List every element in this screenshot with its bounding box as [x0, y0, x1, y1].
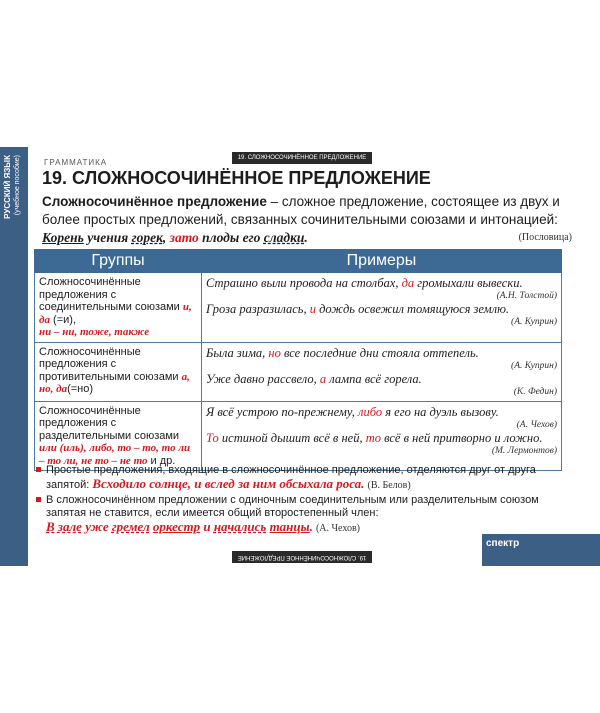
- ex-conj: да: [401, 276, 415, 290]
- ex-author: (А. Куприн): [511, 317, 557, 327]
- definition-example: [42, 230, 308, 245]
- example-cell: [202, 342, 562, 401]
- note-item: [34, 464, 564, 492]
- note-source: (А. Чехов): [315, 523, 360, 534]
- ex-author: (А.Н. Толстой): [496, 291, 557, 301]
- ex-part: лампа всё горела.: [326, 371, 422, 386]
- rules-notes: [34, 464, 564, 537]
- ex-part: дождь освежил томящуюся землю.: [315, 302, 510, 316]
- note-ex-part: начались: [213, 519, 267, 534]
- note-ex-part: и: [200, 519, 214, 534]
- group-cell: [35, 342, 202, 401]
- group-cell: [35, 273, 202, 343]
- header-groups: Группы: [35, 250, 202, 273]
- subject-label: ГРАММАТИКА: [44, 158, 108, 167]
- table-header-row: [35, 250, 562, 273]
- table-row: [35, 342, 562, 401]
- def-ex-predicate: горек: [131, 230, 163, 245]
- ex-part: Была зима,: [206, 345, 269, 360]
- definition-source: (Пословица): [518, 232, 572, 243]
- ex-conj: То: [206, 430, 219, 445]
- note-text: Простые предложения, входящие в сложносочинённое предложение, отделяются друг от друга запятой:: [46, 464, 536, 491]
- ex-conj: и: [309, 302, 316, 316]
- example-line: [206, 302, 557, 317]
- group-conj-note: (=и),: [49, 313, 76, 326]
- ex-conj: но: [268, 345, 281, 360]
- example-line: [206, 276, 557, 291]
- note-ex-part: гремел: [111, 519, 150, 534]
- note-item: [34, 494, 564, 535]
- def-ex-comma: ,: [162, 230, 170, 245]
- sidebar-note-wrap: [14, 155, 36, 355]
- note-ex-part: .: [309, 519, 313, 534]
- definition-block: [42, 193, 572, 247]
- definition-term: Сложносочинённое предложение: [42, 194, 267, 209]
- ex-part: Страшно выли провода на столбах,: [206, 276, 402, 290]
- table-row: [35, 273, 562, 343]
- group-text: Сложносочинённые предложения с соединительными союзами: [39, 276, 183, 313]
- publisher-logo: спектр: [486, 538, 520, 549]
- bottom-label-bar: 19. СЛОЖНОСОЧИНЁННОЕ ПРЕДЛОЖЕНИЕ: [232, 551, 372, 563]
- ex-part: я его на дуэль вызову.: [382, 404, 499, 419]
- ex-conj: то: [365, 430, 381, 445]
- note-ex-part: уже: [81, 519, 112, 534]
- bullet-square-icon: [36, 467, 41, 472]
- group-conj2: ни – ни, тоже, также: [39, 326, 150, 338]
- ex-part: истиной дышит всё в ней,: [218, 430, 366, 445]
- poster: [0, 147, 600, 566]
- note-source: (В. Белов): [367, 480, 411, 491]
- group-conj: и, да: [39, 301, 192, 326]
- example-line: [206, 372, 557, 387]
- example-line: [206, 346, 557, 361]
- sidebar: [0, 147, 28, 566]
- ex-author: (К. Федин): [513, 386, 557, 397]
- group-conj-note: и др.: [147, 454, 176, 467]
- ex-conj: либо: [358, 404, 383, 419]
- sidebar-note: (учебное пособие): [14, 155, 21, 216]
- sidebar-subject: РУССКИЙ ЯЗЫК: [3, 155, 12, 219]
- ex-part: Гроза разразилась,: [206, 302, 310, 316]
- table-row: [35, 401, 562, 471]
- def-ex-conjunction: зато: [169, 230, 199, 245]
- ex-part: всё в ней притворно и ложно.: [380, 430, 543, 445]
- ex-part: громыхали вывески.: [414, 276, 523, 290]
- note-example: Всходило солнце, и вслед за ним обсыхала роса.: [92, 476, 365, 491]
- top-label-bar: 19. СЛОЖНОСОЧИНЁННОЕ ПРЕДЛОЖЕНИЕ: [232, 152, 372, 164]
- group-text: Сложносочинённые предложения с разделительными союзами: [39, 404, 180, 442]
- group-conj: а, но, да: [39, 370, 190, 395]
- example-cell: [202, 273, 562, 343]
- ex-part: Уже давно рассвело,: [206, 371, 320, 386]
- ex-author: (М. Лермонтов): [491, 445, 557, 456]
- note-example: [46, 519, 313, 534]
- ex-author: (А. Куприн): [511, 360, 557, 371]
- def-ex-part: учения: [83, 230, 132, 245]
- group-cell: [35, 401, 202, 471]
- ex-author: (А. Чехов): [516, 419, 557, 430]
- example-cell: [202, 401, 562, 471]
- note-ex-part: танцы: [269, 519, 310, 534]
- publisher-block: [482, 534, 600, 566]
- example-line: [206, 431, 557, 446]
- header-examples: Примеры: [202, 250, 562, 273]
- group-conj: или (иль), либо, то – то, то ли – то ли, не то – не то: [39, 442, 191, 467]
- def-ex-period: .: [304, 230, 308, 245]
- note-text: В сложносочинённом предложении с одиночным соединительным или разделительным союзом запятая не ставится, если имеется общий второстепенный член:: [46, 494, 539, 519]
- groups-table: [34, 249, 562, 471]
- group-text: Сложносочинённые предложения с противительными союзами: [39, 345, 182, 383]
- example-line: [206, 405, 557, 420]
- definition-text: – сложное предложение, состоящее из двух и более простых предложений, связанных сочинительными союзами и интонацией:: [42, 194, 560, 227]
- bullet-square-icon: [36, 497, 41, 502]
- def-ex-predicate2: сладки: [263, 230, 305, 245]
- note-ex-part: оркестр: [152, 519, 201, 534]
- page-title: 19. СЛОЖНОСОЧИНЁННОЕ ПРЕДЛОЖЕНИЕ: [42, 168, 431, 188]
- ex-conj: а: [319, 371, 327, 386]
- def-ex-part2: плоды его: [198, 230, 264, 245]
- group-conj-note: (=но): [67, 383, 94, 395]
- ex-part: Я всё устрою по-прежнему,: [206, 404, 359, 419]
- def-ex-subject: Корень: [42, 230, 84, 245]
- note-ex-part: В зале: [46, 519, 82, 534]
- ex-part: все последние дни стояла оттепель.: [280, 345, 479, 360]
